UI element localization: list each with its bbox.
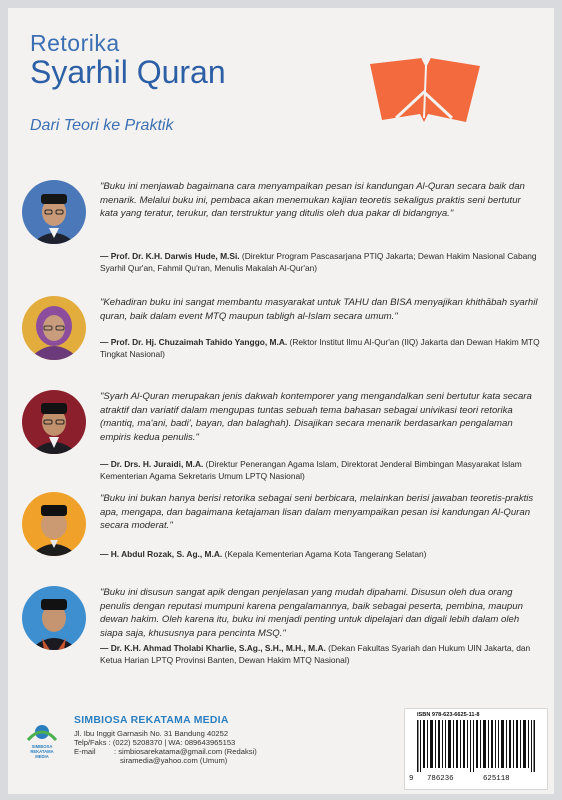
- endorsement-quote: "Kehadiran buku ini sangat membantu masyarakat untuk TAHU dan BISA menyajikan khithābah syarhil quran, baik dalam event MTQ maupun tabligh al-Islam secara umum.": [100, 297, 538, 322]
- publisher-email: [74, 747, 257, 756]
- endorser-name: — Prof. Dr. K.H. Darwis Hude, M.Si.: [100, 251, 240, 261]
- endorsement-quote: "Buku ini menjawab bagaimana cara menyampaikan pesan isi kandungan Al-Quran secara baik dan menarik. Melalui buku ini, pembaca akan menemukan kajian teoretis sekaligus praktis seni bertutur kata yang teratur, terukur, dan terstruktur yang ditulis oleh dua pakar di bidangnya.": [100, 181, 525, 220]
- logo-text-2: REKATAMA: [30, 749, 54, 754]
- barcode-group-2: 625118: [483, 775, 510, 783]
- email-value-1: : simbiosarekatama@gmail.com (Redaksi): [114, 747, 257, 756]
- endorser-name: — H. Abdul Rozak, S. Ag., M.A.: [100, 549, 223, 559]
- endorser-role: (Direktur Penerangan Agama Islam, Direktorat Jenderal Bimbingan Masyarakat Islam Kementerian Agama Sekretaris Umum LPTQ Nasional): [100, 459, 522, 482]
- barcode-group-1: 786236: [427, 775, 454, 783]
- title-line-2: Syarhil Quran: [30, 54, 226, 90]
- barcode-bars: [417, 720, 535, 772]
- endorser-name: — Prof. Dr. Hj. Chuzaimah Tahido Yanggo, M.A.: [100, 337, 288, 347]
- barcode-digit-1: 9: [409, 775, 414, 783]
- logo-text-1: SIMBIOSA: [31, 744, 53, 749]
- publisher-name: SIMBIOSA REKATAMA MEDIA: [74, 715, 229, 726]
- isbn-barcode: [404, 708, 548, 790]
- endorser-photo: [22, 180, 86, 244]
- endorser-photo: [22, 492, 86, 556]
- endorser-photo: [22, 296, 86, 360]
- endorser-role: (Direktur Program Pascasarjana PTIQ Jakarta; Dewan Hakim Nasional Cabang Syarhil Qur'an, Fahmil Qu'ran, Menulis Makalah Al-Qur'an): [100, 251, 537, 274]
- endorser-photo: [22, 390, 86, 454]
- publisher-email-2: siramedia@yahoo.com (Umum): [120, 756, 228, 765]
- endorsement-quote: "Buku ini bukan hanya berisi retorika sebagai seni berbicara, melainkan berisi jawaban teoretis-praktis apa, mengapa, dan bagaimana ketajaman lisan dalam menyampaikan pesan isi kandungan Al-Quran secara moderat.": [100, 493, 534, 532]
- endorsement-attribution: [100, 336, 540, 361]
- endorser-photo: [22, 586, 86, 650]
- publisher-logo: [22, 720, 62, 760]
- endorsement-attribution: [100, 250, 540, 275]
- endorsement-quote: "Syarh Al-Quran merupakan jenis dakwah kontemporer yang mengandalkan seni bertutur kata secara atraktif dan variatif dalam mengupas tuntas sebuah tema bahasan sebagai univikasi teori retorika (mantiq, ma'ani, badi', bayan, dan balaghah). Disajikan secara menarik berdasarkan pengalaman empiris kedua penulis.": [100, 391, 532, 443]
- endorser-role: (Kepala Kementerian Agama Kota Tangerang Selatan): [222, 549, 427, 559]
- endorsement-quote: "Buku ini disusun sangat apik dengan penjelasan yang mudah dipahami. Disusun oleh dua orang penulis dengan reputasi mumpuni karena pengalamannya, baik sebagai peserta, pembina, maupun dewan hakim. Oleh karena itu, buku ini menjadi penting untuk dipelajari dan digali lebih dalam oleh siapa saja, khususnya para pencinta MSQ.": [100, 587, 523, 639]
- endorser-name: — Dr. Drs. H. Juraidi, M.A.: [100, 459, 204, 469]
- endorsement-attribution: [100, 642, 540, 667]
- phone-value: (022) 5208370 | WA: 089643965153: [112, 738, 236, 747]
- endorser-role: (Rektor Institut Ilmu Al-Qur'an (IIQ) Jakarta dan Dewan Hakim MTQ Tingkat Nasional): [100, 337, 540, 360]
- phone-label: Telp/Faks :: [74, 738, 111, 747]
- endorser-role: (Dekan Fakultas Syariah dan Hukum UIN Jakarta, dan Ketua Harian LPTQ Provinsi Banten, Dewan Hakim MTQ Nasional): [100, 643, 531, 666]
- title-line-1: Retorika: [30, 30, 120, 56]
- isbn-text: ISBN 978-623-6625-11-8: [417, 712, 480, 718]
- publisher-address: Jl. Ibu Inggit Garnasih No. 31 Bandung 40252: [74, 729, 229, 738]
- endorsement-attribution: [100, 548, 540, 560]
- endorser-name: — Dr. K.H. Ahmad Tholabi Kharlie, S.Ag., S.H., M.H., M.A.: [100, 643, 326, 653]
- open-book-icon: [366, 52, 484, 132]
- publisher-phone: [74, 738, 235, 747]
- back-cover: [8, 8, 554, 794]
- logo-text-3: MEDIA: [35, 754, 49, 759]
- subtitle: Dari Teori ke Praktik: [30, 117, 174, 134]
- endorsement-attribution: [100, 458, 540, 483]
- email-label: E-mail: [74, 747, 96, 756]
